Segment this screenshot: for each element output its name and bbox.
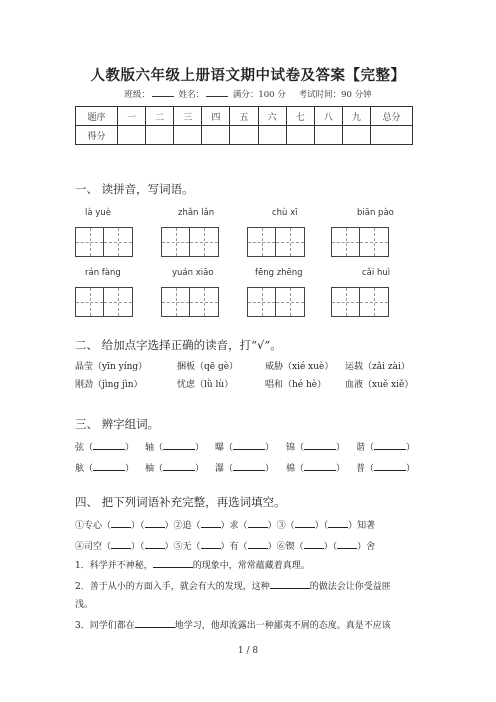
answer-blank[interactable] (233, 462, 265, 471)
score-cell[interactable] (258, 126, 286, 145)
answer-blank[interactable] (201, 519, 221, 528)
score-header-cell: 四 (202, 107, 230, 126)
answer-blank[interactable] (374, 441, 406, 450)
word-group-item: 轴（ ） (145, 443, 205, 453)
score-cell[interactable] (174, 126, 202, 145)
answer-blank[interactable] (304, 441, 336, 450)
answer-blank[interactable] (153, 559, 193, 568)
score-cell[interactable] (118, 126, 146, 145)
section3-heading: 三、 辨字组词。 (75, 417, 160, 431)
writing-grid[interactable] (247, 287, 305, 317)
answer-blank[interactable] (135, 619, 175, 628)
exam-info (0, 88, 496, 100)
reading-option[interactable]: 忧虑（lǜ lù） (177, 380, 234, 390)
answer-blank[interactable] (304, 540, 324, 549)
class-blank (152, 89, 174, 97)
score-header-cell: 二 (146, 107, 174, 126)
answer-blank[interactable] (374, 462, 406, 471)
score-header-cell: 总分 (371, 107, 413, 126)
name-blank (206, 89, 228, 97)
char: 曝 (215, 443, 225, 453)
answer-blank[interactable] (295, 519, 315, 528)
class-label: 班级： (124, 90, 150, 100)
pinyin-label: rán fàng (85, 268, 121, 278)
answer-blank[interactable] (111, 519, 131, 528)
score-header-cell: 七 (286, 107, 314, 126)
answer-blank[interactable] (163, 462, 195, 471)
word-group-item: 普（ ） (356, 464, 416, 474)
word-group-item: 弦（ ） (75, 443, 135, 453)
word-group-item: 曝（ ） (215, 443, 275, 453)
word-group-item: 锦（ ） (286, 443, 346, 453)
score-header-row (76, 107, 413, 126)
writing-grid[interactable] (161, 227, 219, 257)
word-group-item: 柚（ ） (145, 464, 205, 474)
exam-time: 考试时间：90 分钟 (298, 90, 372, 100)
score-header-cell: 五 (230, 107, 258, 126)
writing-grid[interactable] (75, 287, 133, 317)
pinyin-label: cǎi huì (362, 268, 391, 278)
writing-grid[interactable] (75, 227, 133, 257)
score-cell[interactable] (202, 126, 230, 145)
answer-blank[interactable] (145, 540, 165, 549)
pinyin-label: yuán xiāo (172, 268, 214, 278)
section4-heading: 四、 把下列词语补充完整，再选词填空。 (75, 495, 286, 509)
answer-blank[interactable] (304, 462, 336, 471)
score-cell[interactable] (230, 126, 258, 145)
score-header-cell: 八 (314, 107, 342, 126)
answer-blank[interactable] (111, 540, 131, 549)
answer-blank[interactable] (233, 441, 265, 450)
score-header-cell: 三 (174, 107, 202, 126)
answer-blank[interactable] (248, 519, 268, 528)
score-cell[interactable] (371, 126, 413, 145)
char: 柚 (145, 464, 155, 474)
answer-blank[interactable] (145, 519, 165, 528)
char: 普 (356, 464, 366, 474)
score-cell[interactable] (342, 126, 370, 145)
answer-blank[interactable] (201, 540, 221, 549)
pinyin-label: zhǎn lǎn (178, 208, 215, 218)
word-group-item: 舷（ ） (75, 464, 135, 474)
reading-option[interactable]: 唱和（hé hè） (265, 380, 327, 390)
answer-blank[interactable] (163, 441, 195, 450)
section1-heading: 一、 读拼音，写词语。 (75, 182, 194, 196)
reading-option[interactable]: 捆板（qē gè） (177, 362, 239, 372)
question-3: 3．同学们都在 地学习，他却流露出一种鄙夷不屑的态度。真是不应该 (75, 621, 391, 631)
reading-option[interactable]: 威胁（xié xuè） (265, 362, 334, 372)
answer-blank[interactable] (270, 580, 310, 589)
score-header-cell: 九 (342, 107, 370, 126)
reading-option[interactable]: 晶莹（yīn yíng） (75, 362, 148, 372)
score-header-cell: 一 (118, 107, 146, 126)
answer-blank[interactable] (248, 540, 268, 549)
question-2-continued: 浅。 (75, 600, 94, 610)
pinyin-label: là yuè (85, 208, 111, 218)
score-cell[interactable] (146, 126, 174, 145)
reading-option[interactable]: 运载（zǎi zài） (345, 362, 410, 372)
page-number: 1 / 8 (237, 646, 259, 656)
score-cell[interactable] (286, 126, 314, 145)
char: 舷 (75, 464, 85, 474)
idiom-line-1: ①专心（ ）（ ）②追（ ）求（ ）③（ ）（ ）知著 (75, 521, 376, 531)
answer-blank[interactable] (337, 540, 357, 549)
word-group-item: 瀑（ ） (215, 464, 275, 474)
reading-option[interactable]: 血液（xuě xiě） (345, 380, 414, 390)
question-1: 1．科学并不神秘， 的现象中，常常蕴藏着真理。 (75, 561, 310, 571)
pinyin-label: chù xī (272, 208, 298, 218)
score-value-row (76, 126, 413, 145)
word-group-item: 谐（ ） (356, 443, 416, 453)
word-group-item: 棉（ ） (286, 464, 346, 474)
pinyin-label: biān pào (357, 208, 394, 218)
page-title: 人教版六年级上册语文期中试卷及答案【完整】 (90, 67, 406, 84)
score-cell[interactable] (314, 126, 342, 145)
name-label: 姓名： (178, 90, 205, 100)
score-table (75, 106, 413, 145)
writing-grid[interactable] (331, 287, 389, 317)
writing-grid[interactable] (331, 227, 389, 257)
char: 弦 (75, 443, 85, 453)
pinyin-label: fēng zhēng (255, 268, 303, 278)
writing-grid[interactable] (161, 287, 219, 317)
char: 瀑 (215, 464, 225, 474)
char: 轴 (145, 443, 155, 453)
full-score: 满分：100 分 (232, 90, 286, 100)
writing-grid[interactable] (247, 227, 305, 257)
idiom-line-2: ④司空（ ）（ ）⑤无（ ）有（ ）⑥锲（ ）（ ）舍 (75, 542, 376, 552)
answer-blank[interactable] (328, 519, 348, 528)
char: 棉 (286, 464, 296, 474)
score-header-cell: 六 (258, 107, 286, 126)
question-2: 2．善于从小的方面入手，就会有大的发现，这种 的做法会让你受益匪 (75, 582, 391, 592)
answer-blank[interactable] (93, 462, 125, 471)
answer-blank[interactable] (93, 441, 125, 450)
reading-option[interactable]: 刚劲（jìng jìn） (75, 380, 143, 390)
section2-heading: 二、 给加点字选择正确的读音，打“√”。 (75, 338, 282, 352)
score-row-label: 得分 (76, 126, 118, 145)
score-header-cell: 题序 (76, 107, 118, 126)
char: 锦 (286, 443, 296, 453)
char: 谐 (356, 443, 366, 453)
